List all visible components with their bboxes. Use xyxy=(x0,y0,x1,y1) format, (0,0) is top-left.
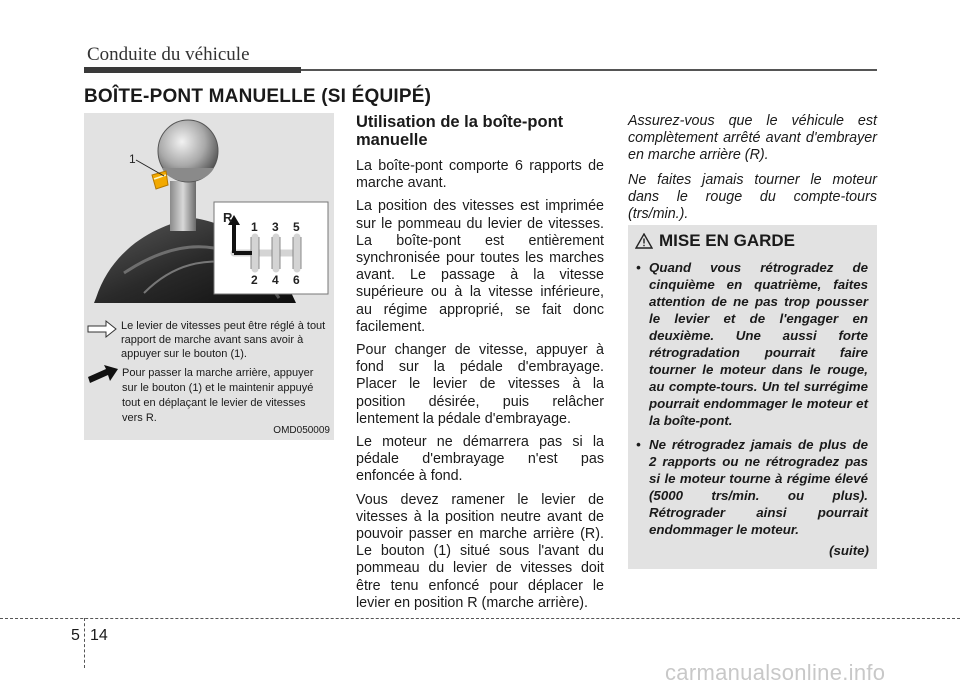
gear-label-5: 5 xyxy=(293,220,300,234)
warning-item xyxy=(636,436,868,538)
footer-rule xyxy=(0,618,960,619)
warning-box xyxy=(628,225,877,569)
gear-label-6: 6 xyxy=(293,273,300,287)
paragraph: Vous devez ramener le levier de vitesses à la position neutre avant de pouvoir passer en marche arrière (R). Le bouton (1) situé sous l'avant du pommeau du levier de vitesses doit être tenu enfoncé pour déplacer le levier en position R (marche arrière). xyxy=(356,491,604,611)
callout-number: 1 xyxy=(129,152,136,166)
shift-shaft xyxy=(170,181,196,231)
solid-arrow-icon xyxy=(88,365,118,383)
header-rule xyxy=(301,69,877,71)
figure-code: OMD050009 xyxy=(273,425,330,436)
paragraph: La boîte-pont comporte 6 rapports de marche avant. xyxy=(356,158,604,192)
bullet: • xyxy=(636,437,641,452)
warning-item-text: Quand vous rétrogradez de cinquième en quatrième, faites attention de ne pas trop pousser le levier et de l'engager en deuxième. Une aussi forte rétrogradation pourrait faire tourner le moteur dans le rouge, au compte-tours. Un tel surrégime pourrait endommager le moteur et la boîte-pont. xyxy=(649,260,868,428)
header-bar-dark xyxy=(84,67,301,73)
figure-caption-forward: Le levier de vitesses peut être réglé à tout rapport de marche avant sans avoir à appuyer sur le bouton (1). xyxy=(121,320,326,360)
warning-heading xyxy=(635,231,795,251)
gear-label-r: R xyxy=(223,210,233,225)
notes-column xyxy=(628,113,877,231)
warning-title: MISE EN GARDE xyxy=(659,231,796,250)
section-header: Conduite du véhicule xyxy=(87,44,250,65)
warning-item-text: Ne rétrogradez jamais de plus de 2 rapports ou ne rétrogradez pas si le moteur tourne à régime élevé (5000 trs/min. ou plus). Rétrograder ainsi pourrait endommager le moteur. xyxy=(649,437,868,537)
gear-label-2: 2 xyxy=(251,273,258,287)
paragraph: Pour changer de vitesse, appuyer à fond sur la pédale d'embrayage. Placer le levier de vitesses à la position désirée, puis relâcher lentement la pédale d'embrayage. xyxy=(356,342,604,427)
gear-label-1: 1 xyxy=(251,220,258,234)
paragraph: Le moteur ne démarrera pas si la pédale d'embrayage n'est pas enfoncée à fond. xyxy=(356,434,604,485)
paragraph: La position des vitesses est imprimée sur le pommeau du levier de vitesses. La boîte-pont est entièrement synchronisée pour toutes les marches avant. Le passage à la vitesse supérieure ou à la vitesse inférieure, au régime approprié, se fait donc facilement. xyxy=(356,198,604,335)
chapter-number: 5 xyxy=(71,627,80,644)
continued-label: (suite) xyxy=(829,543,869,558)
outline-arrow-icon xyxy=(88,321,116,337)
bullet: • xyxy=(636,260,641,275)
italic-note: Ne faites jamais tourner le moteur dans le rouge du compte-tours (trs/min.). xyxy=(628,172,877,222)
footer-divider xyxy=(84,618,85,668)
warning-item xyxy=(636,259,868,429)
italic-note: Assurez-vous que le véhicule est complètement arrêté avant d'embrayer en marche arrière (R). xyxy=(628,113,877,163)
section-heading: Utilisation de la boîte-pont manuelle xyxy=(356,113,564,149)
warning-list xyxy=(636,259,868,545)
page-title: BOÎTE-PONT MANUELLE (SI ÉQUIPÉ) xyxy=(84,86,432,107)
body-column xyxy=(356,113,604,618)
gear-label-4: 4 xyxy=(272,273,279,287)
page-number: 14 xyxy=(90,627,108,644)
gear-label-3: 3 xyxy=(272,220,279,234)
warning-triangle-icon xyxy=(635,233,653,249)
figure-caption-reverse: Pour passer la marche arrière, appuyer sur le bouton (1) et le maintenir appuyé tout en déplaçant le levier de vitesses vers R. xyxy=(122,367,314,424)
watermark: carmanualsonline.info xyxy=(665,660,886,685)
